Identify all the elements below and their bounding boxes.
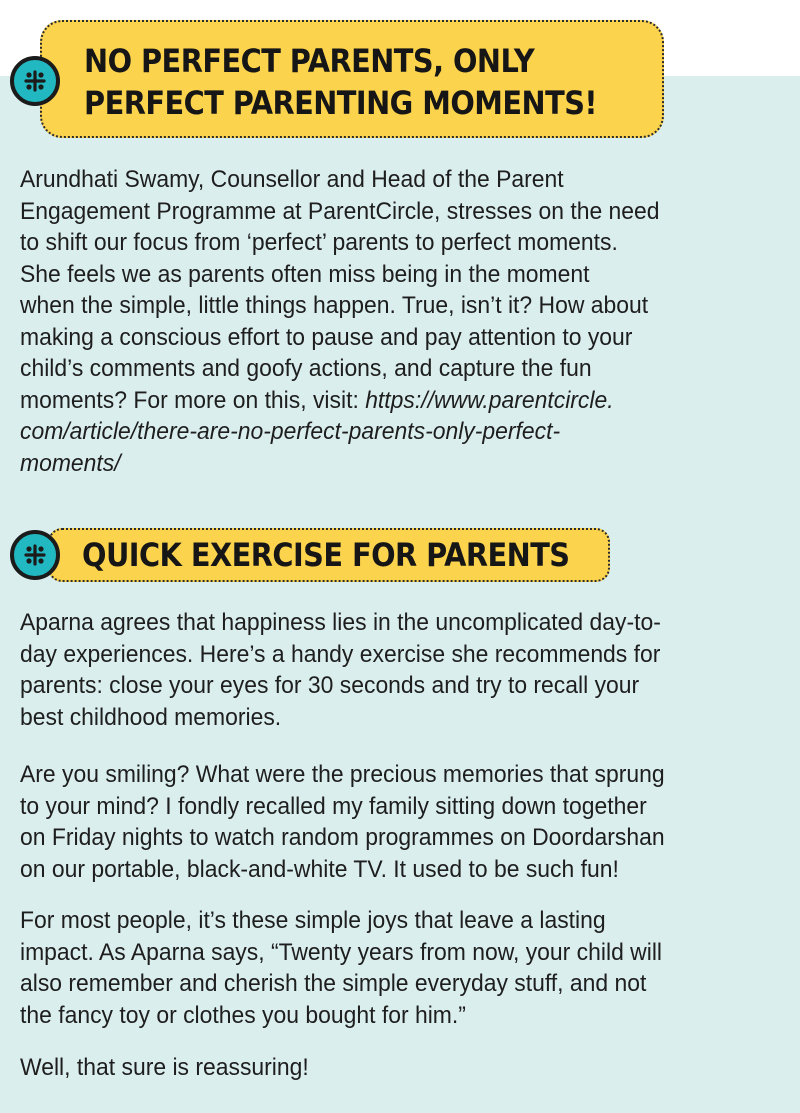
button-icon xyxy=(10,56,60,106)
text-line: Engagement Programme at ParentCircle, stresses on the need xyxy=(20,197,660,225)
article-link[interactable]: com/article/there-are-no-perfect-parents-only-perfect- xyxy=(20,418,561,445)
text-line-prefix: moments? For more on this, visit: xyxy=(20,386,366,414)
body-paragraph xyxy=(20,1052,774,1084)
text-line: to your mind? I fondly recalled my family sitting down together xyxy=(20,792,647,820)
text-line: best childhood memories. xyxy=(20,703,282,731)
body-paragraph xyxy=(20,607,774,733)
text-line: making a conscious effort to pause and pay attention to your xyxy=(20,323,633,351)
text-line: child’s comments and goofy actions, and capture the fun xyxy=(20,355,592,382)
text-line: impact. As Aparna says, “Twenty years from now, your child will xyxy=(20,938,663,966)
text-line: For most people, it’s these simple joys that leave a lasting xyxy=(20,907,606,934)
title-line: NO PERFECT PARENTS, ONLY xyxy=(84,42,535,80)
body-paragraph xyxy=(20,164,774,479)
text-line: Aparna agrees that happiness lies in the uncomplicated day-to- xyxy=(20,609,661,636)
title-line: PERFECT PARENTING MOMENTS! xyxy=(84,84,598,122)
section-title: QUICK EXERCISE FOR PARENTS xyxy=(82,536,570,574)
text-line: Arundhati Swamy, Counsellor and Head of the Parent xyxy=(20,166,564,193)
text-line: Well, that sure is reassuring! xyxy=(20,1054,309,1081)
text-line: She feels we as parents often miss being in the moment xyxy=(20,260,590,288)
article-link[interactable]: https://www.parentcircle. xyxy=(365,386,614,414)
article-link[interactable]: moments/ xyxy=(20,449,121,477)
text-line: also remember and cherish the simple everyday stuff, and not xyxy=(20,970,647,997)
text-line: when the simple, little things happen. True, isn’t it? How about xyxy=(20,292,649,319)
text-line: Are you smiling? What were the precious memories that sprung xyxy=(20,761,665,788)
text-line: on our portable, black-and-white TV. It used to be such fun! xyxy=(20,855,619,883)
button-icon xyxy=(10,530,60,580)
text-line: the fancy toy or clothes you bought for him.” xyxy=(20,1001,466,1029)
body-paragraph xyxy=(20,905,774,1031)
body-paragraph xyxy=(20,759,774,885)
text-line: parents: close your eyes for 30 seconds and try to recall your xyxy=(20,672,640,699)
text-line xyxy=(20,385,774,417)
text-line: to shift our focus from ‘perfect’ parents to perfect moments. xyxy=(20,229,618,256)
section-title xyxy=(84,40,597,124)
text-line: day experiences. Here’s a handy exercise she recommends for xyxy=(20,640,661,668)
text-line: on Friday nights to watch random programmes on Doordarshan xyxy=(20,824,665,851)
